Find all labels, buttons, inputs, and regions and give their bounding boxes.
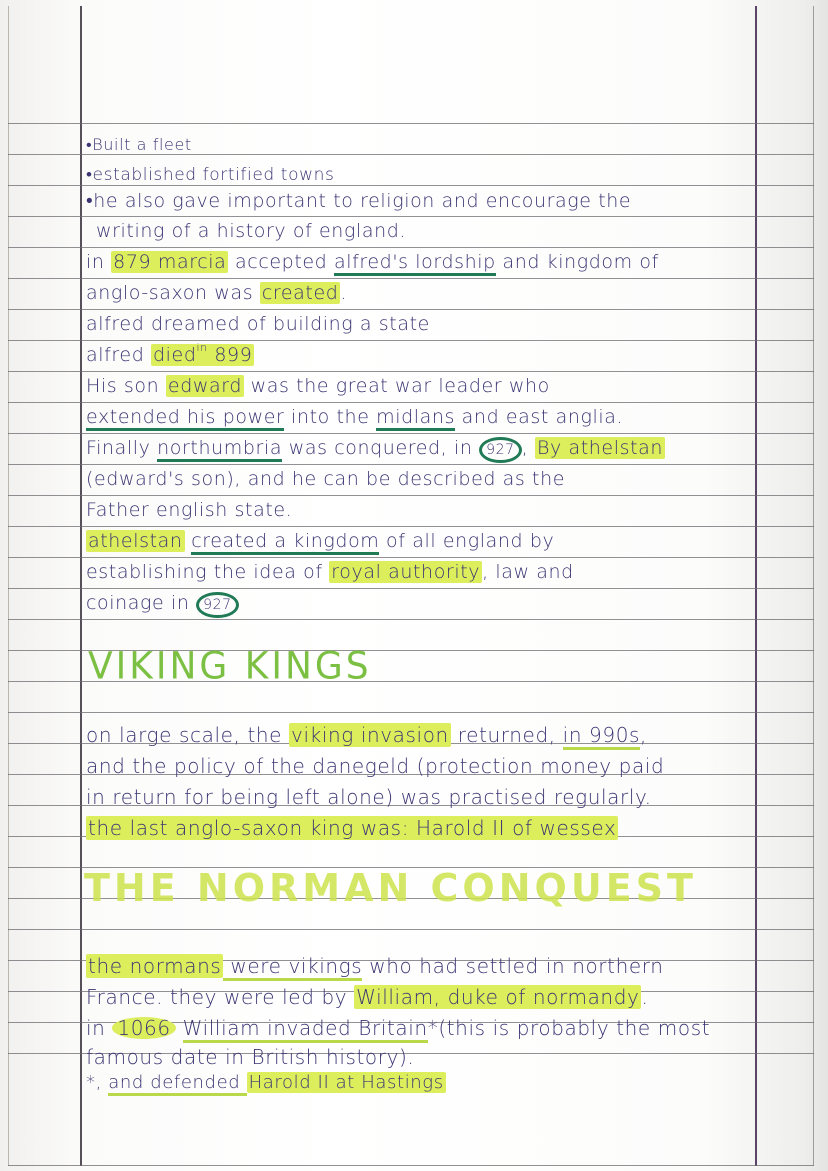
rule-line — [8, 123, 814, 124]
rule-line — [8, 309, 814, 310]
note-line: establishing the idea of royal authority , law and — [86, 561, 574, 583]
rule-line — [8, 588, 814, 589]
bullet-item: •Built a fleet — [86, 135, 192, 154]
rule-line — [8, 433, 814, 434]
highlight: royal authority — [331, 561, 481, 583]
highlight: 879 marcia — [113, 251, 227, 273]
rule-line — [8, 340, 814, 341]
rule-line — [8, 371, 814, 372]
circled-date: 927 — [196, 592, 239, 618]
left-margin-line — [80, 6, 82, 1166]
note-line: athelstan created a kingdom of all england by — [86, 530, 554, 552]
note-line: (edward's son), and he can be described as the — [86, 468, 566, 490]
note-line: His son edward was the great war leader who — [86, 375, 550, 397]
note-line: Father english state. — [86, 499, 293, 521]
rule-line — [8, 495, 814, 496]
section-heading-norman-conquest: THE NORMAN CONQUEST — [84, 866, 697, 910]
rule-line — [8, 278, 814, 279]
caret-insert: in — [196, 341, 208, 354]
highlight: William, duke of normandy — [356, 985, 640, 1009]
underline: and defended — [108, 1072, 246, 1096]
highlight: edward — [167, 375, 242, 397]
underline: alfred's lordship — [334, 251, 496, 276]
note-line: Finally northumbria was conquered, in 927 , By athelstan — [86, 437, 665, 463]
bullet-item: •he also gave important to religion and encourage the — [86, 190, 632, 212]
rule-line — [8, 619, 814, 620]
section-heading-viking-kings: VIKING KINGS — [88, 644, 372, 689]
rule-line — [8, 464, 814, 465]
note-line: on large scale, the viking invasion returned, in 990s, — [86, 724, 647, 746]
rule-line — [8, 216, 814, 217]
highlight: athelstan — [88, 530, 183, 552]
bullet-continuation: writing of a history of england. — [96, 220, 407, 242]
note-line: France. they were led by William, duke of normandy . — [86, 985, 649, 1009]
highlight: the normans — [88, 954, 222, 978]
note-line: coinage in 927 — [86, 592, 239, 618]
page-edge-right — [813, 6, 814, 1166]
underline: in 990s — [563, 723, 640, 750]
highlight: By athelstan — [536, 437, 664, 459]
rule-line — [8, 1165, 814, 1166]
rule-line — [8, 247, 814, 248]
circled-date: 927 — [479, 437, 522, 463]
highlight: viking invasion — [291, 723, 449, 747]
right-margin-line — [755, 6, 757, 1166]
underline: were vikings — [223, 954, 362, 981]
note-line: and the policy of the danegeld (protection money paid — [86, 754, 665, 778]
rule-line — [8, 712, 814, 713]
highlight: created — [261, 282, 339, 304]
underline: northumbria — [157, 437, 282, 462]
rule-line — [8, 557, 814, 558]
highlight: Harold II at Hastings — [248, 1072, 444, 1093]
highlight: died$^{in}$ 899 — [153, 341, 253, 366]
circled-date: 1066 — [112, 1017, 175, 1039]
rule-line — [8, 526, 814, 527]
note-line: famous date in British history). — [86, 1045, 415, 1069]
page-edge-left — [8, 6, 9, 1166]
underline: extended his power — [86, 406, 284, 431]
note-line: extended his power into the midlans and east anglia. — [86, 406, 623, 428]
note-line: the normans were vikings who had settled in northern — [86, 955, 664, 977]
note-line: in 879 marcia accepted alfred's lordship and kingdom of — [86, 251, 659, 273]
note-line: in 1066 William invaded Britain*(this is probably the most — [86, 1017, 710, 1039]
footnote-line: *, and defended Harold II at Hastings — [86, 1072, 446, 1094]
note-line: anglo-saxon was created . — [86, 282, 348, 304]
underline: midlans — [376, 406, 455, 431]
rule-line — [8, 929, 814, 930]
underline: William invaded Britain — [183, 1016, 428, 1043]
underline: created a kingdom — [191, 530, 379, 555]
rule-line — [8, 402, 814, 403]
note-line: alfred died$^{in}$ 899 — [86, 341, 253, 366]
note-line: alfred dreamed of building a state — [86, 313, 430, 335]
bullet-item: •established fortified towns — [86, 165, 335, 185]
note-line: in return for being left alone) was practised regularly. — [86, 785, 652, 809]
note-line — [86, 817, 618, 839]
highlight: the last anglo-saxon king was: Harold II of wessex — [88, 816, 617, 840]
